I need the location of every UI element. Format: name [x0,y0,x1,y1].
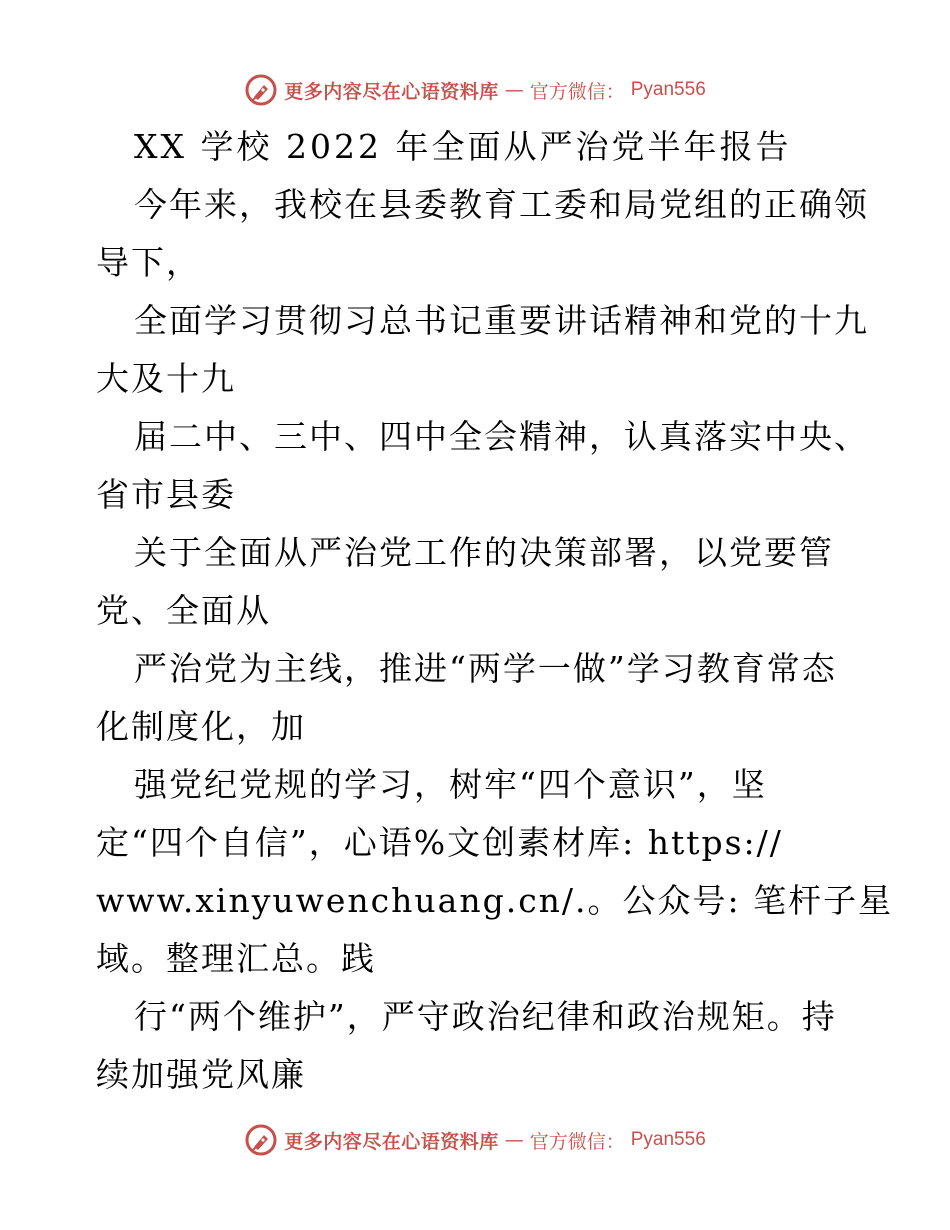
text-line: 化制度化，加 [96,707,306,746]
text-line: 关于全面从严治党工作的决策部署，以党要管 [134,533,834,572]
text-line: www.xinyuwenchuang.cn/.。公众号: 笔杆子星 [96,881,894,920]
text-line: 定“四个自信”，心语%文创素材库: https:// [96,823,783,862]
watermark-label: 官方微信： [529,80,625,103]
pen-nib-circle-icon [244,1123,278,1157]
text-line: 省市县委 [96,475,236,514]
text-line: 域。整理汇总。践 [96,939,376,978]
watermark-text: 更多内容尽在心语资料库 [284,1130,499,1153]
text-line: 行“两个维护”，严守政治纪律和政治规矩。持 [134,997,837,1036]
document-body [96,118,894,1104]
text-line: 导下， [96,243,201,282]
text-line: 严治党为主线，推进“两学一做”学习教育常态 [134,649,837,688]
watermark-separator: — [504,1129,524,1151]
watermark-group [244,73,706,107]
footer-watermark [0,1122,950,1158]
header-watermark [0,72,950,108]
text-line: 大及十九 [96,359,236,398]
pen-nib-circle-icon [244,73,278,107]
watermark-text: 更多内容尽在心语资料库 [284,80,499,103]
text-line: 届二中、三中、四中全会精神，认真落实中央、 [134,417,869,456]
text-line: 强党纪党规的学习，树牢“四个意识”，坚 [134,765,767,804]
watermark-id: Pyan556 [630,1129,706,1150]
document-title: XX 学校 2022 年全面从严治党半年报告 [134,127,792,166]
watermark-id: Pyan556 [630,79,706,100]
text-line: 今年来，我校在县委教育工委和局党组的正确领 [134,185,869,224]
text-line: 党、全面从 [96,591,271,630]
watermark-separator: — [504,79,524,101]
watermark-label: 官方微信： [529,1130,625,1153]
watermark-group [244,1123,706,1157]
text-line: 全面学习贯彻习总书记重要讲话精神和党的十九 [134,301,869,340]
text-line: 续加强党风廉 [96,1055,306,1094]
